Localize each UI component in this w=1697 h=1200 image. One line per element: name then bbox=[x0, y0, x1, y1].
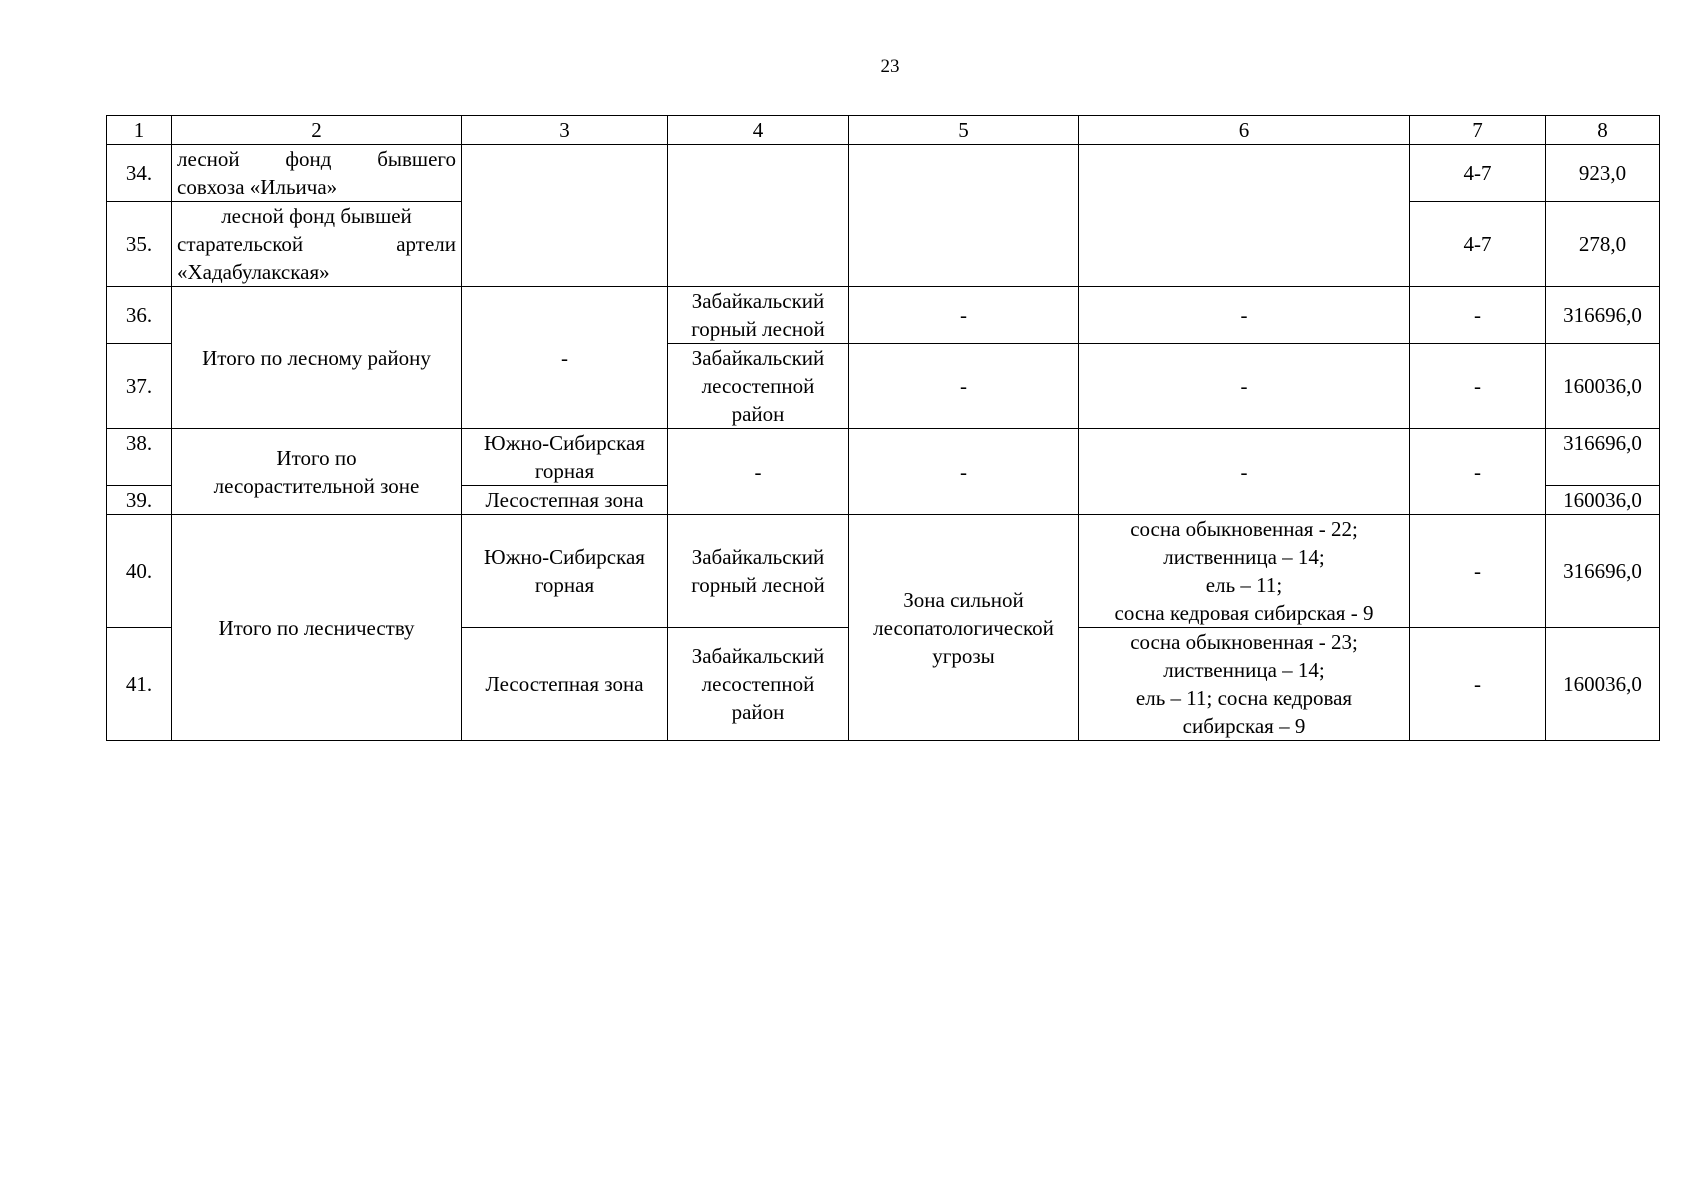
cell-area: 923,0 bbox=[1546, 145, 1660, 202]
cell-species bbox=[1079, 515, 1410, 628]
cell-c7: - bbox=[1410, 344, 1546, 429]
header-cell: 2 bbox=[172, 116, 462, 145]
species-line: сосна обыкновенная - 23; bbox=[1130, 630, 1358, 654]
cell-c7: - bbox=[1410, 515, 1546, 628]
cell-zone: Южно-Сибирская горная bbox=[462, 515, 668, 628]
species-line: лиственница – 14; bbox=[1163, 658, 1325, 682]
row-name bbox=[172, 145, 462, 202]
species-line: ель – 11; bbox=[1205, 573, 1283, 597]
cell-district: Забайкальский горный лесной bbox=[668, 287, 849, 344]
cell-area: 316696,0 bbox=[1546, 515, 1660, 628]
species-line: ель – 11; сосна кедровая bbox=[1135, 686, 1353, 710]
group-veg-zone bbox=[172, 429, 462, 515]
cell-c5: - bbox=[849, 287, 1079, 344]
row-number: 36. bbox=[107, 287, 172, 344]
group-forestry: Итого по лесничеству bbox=[172, 515, 462, 741]
row-number: 37. bbox=[107, 344, 172, 429]
table-row bbox=[107, 429, 1660, 486]
row-number: 41. bbox=[107, 628, 172, 741]
cell-area: 160036,0 bbox=[1546, 628, 1660, 741]
cell-zone: Южно-Сибирская горная bbox=[462, 429, 668, 486]
header-cell: 3 bbox=[462, 116, 668, 145]
group-veg-zone-c5: - bbox=[849, 429, 1079, 515]
group-veg-zone-c4: - bbox=[668, 429, 849, 515]
cell-district: Забайкальский лесостепной район bbox=[668, 344, 849, 429]
row-name-line: лесной фонд бывшей bbox=[221, 204, 412, 228]
group-veg-zone-c6: - bbox=[1079, 429, 1410, 515]
row-name-line: совхоза «Ильича» bbox=[177, 175, 338, 199]
table-row bbox=[107, 515, 1660, 628]
row-number: 35. bbox=[107, 202, 172, 287]
cell-c5: - bbox=[849, 344, 1079, 429]
table-row bbox=[107, 287, 1660, 344]
cell-c7: 4-7 bbox=[1410, 145, 1546, 202]
cell-c6: - bbox=[1079, 287, 1410, 344]
empty-cell bbox=[849, 145, 1079, 287]
forest-table bbox=[106, 115, 1660, 741]
threat-zone-line: лесопатологической bbox=[873, 615, 1054, 640]
cell-area: 316696,0 bbox=[1546, 429, 1660, 486]
row-name-line: старательской артели bbox=[177, 232, 456, 256]
threat-zone-line: Зона сильной bbox=[903, 587, 1024, 612]
row-number: 39. bbox=[107, 486, 172, 515]
table-row bbox=[107, 145, 1660, 202]
row-number: 40. bbox=[107, 515, 172, 628]
group-forest-district-c3: - bbox=[462, 287, 668, 429]
species-line: сибирская – 9 bbox=[1182, 714, 1306, 738]
row-name bbox=[172, 202, 462, 287]
header-cell: 8 bbox=[1546, 116, 1660, 145]
group-veg-zone-c7: - bbox=[1410, 429, 1546, 515]
cell-area: 160036,0 bbox=[1546, 344, 1660, 429]
cell-zone: Лесостепная зона bbox=[462, 628, 668, 741]
empty-cell bbox=[1079, 145, 1410, 287]
cell-area: 160036,0 bbox=[1546, 486, 1660, 515]
cell-c7: - bbox=[1410, 287, 1546, 344]
group-forest-district: Итого по лесному району bbox=[172, 287, 462, 429]
species-line: сосна кедровая сибирская - 9 bbox=[1114, 601, 1374, 625]
group-veg-zone-line: лесорастительной зоне bbox=[213, 473, 420, 498]
empty-cell bbox=[462, 145, 668, 287]
header-cell: 5 bbox=[849, 116, 1079, 145]
row-number: 34. bbox=[107, 145, 172, 202]
page-number: 23 bbox=[880, 56, 900, 77]
header-cell: 7 bbox=[1410, 116, 1546, 145]
species-line: сосна обыкновенная - 22; bbox=[1130, 517, 1358, 541]
header-cell: 4 bbox=[668, 116, 849, 145]
empty-cell bbox=[668, 145, 849, 287]
row-number: 38. bbox=[107, 429, 172, 486]
cell-c7: 4-7 bbox=[1410, 202, 1546, 287]
group-veg-zone-line: Итого по bbox=[276, 445, 357, 470]
cell-area: 278,0 bbox=[1546, 202, 1660, 287]
header-cell: 1 bbox=[107, 116, 172, 145]
cell-district: Забайкальский лесостепной район bbox=[668, 628, 849, 741]
cell-area: 316696,0 bbox=[1546, 287, 1660, 344]
cell-c7: - bbox=[1410, 628, 1546, 741]
group-forestry-c5 bbox=[849, 515, 1079, 741]
cell-zone: Лесостепная зона bbox=[462, 486, 668, 515]
threat-zone-line: угрозы bbox=[932, 643, 995, 668]
row-name-line: «Хадабулакская» bbox=[177, 260, 330, 284]
cell-c6: - bbox=[1079, 344, 1410, 429]
species-line: лиственница – 14; bbox=[1163, 545, 1325, 569]
header-row bbox=[107, 116, 1660, 145]
header-cell: 6 bbox=[1079, 116, 1410, 145]
cell-species bbox=[1079, 628, 1410, 741]
cell-district: Забайкальский горный лесной bbox=[668, 515, 849, 628]
row-name-line: лесной фонд бывшего bbox=[177, 147, 456, 171]
